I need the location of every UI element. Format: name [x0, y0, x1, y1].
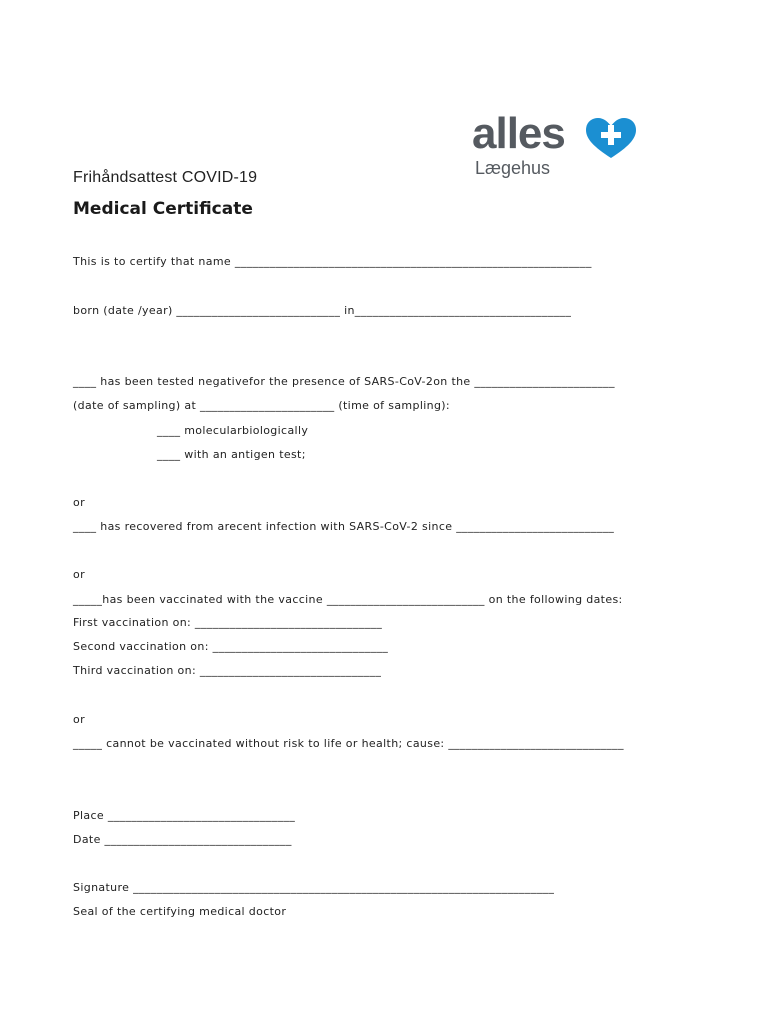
antigen-option[interactable]: ____ with an antigen test;: [157, 448, 306, 461]
signature-line[interactable]: Signature ________________________________________________________________________: [73, 881, 555, 894]
or-separator: or: [73, 713, 85, 726]
second-vaccination-line[interactable]: Second vaccination on: ______________________________: [73, 640, 389, 653]
first-vaccination-line[interactable]: First vaccination on: ________________________________: [73, 616, 383, 629]
logo-graphic: [470, 110, 640, 182]
or-separator: or: [73, 568, 85, 581]
heart-plus-icon: [586, 118, 636, 158]
sampling-line[interactable]: (date of sampling) at _______________________ (time of sampling):: [73, 399, 450, 412]
cannot-vaccinate-line[interactable]: _____ cannot be vaccinated without risk to life or health; cause: ______________________________: [73, 737, 624, 750]
birth-date-line[interactable]: born (date /year) ____________________________ in_____________________________________: [73, 304, 572, 317]
vaccinated-line[interactable]: _____has been vaccinated with the vaccine ___________________________ on the following dates:: [73, 593, 623, 606]
alles-laegehus-logo: [470, 110, 640, 182]
place-line[interactable]: Place ________________________________: [73, 809, 296, 822]
or-separator: or: [73, 496, 85, 509]
date-line[interactable]: Date ________________________________: [73, 833, 292, 846]
recovered-line[interactable]: ____ has recovered from arecent infection with SARS-CoV-2 since ___________________________: [73, 520, 615, 533]
svg-text:Lægehus: Lægehus: [475, 158, 551, 178]
form-subtitle: Frihåndsattest COVID-19: [73, 169, 258, 186]
tested-negative-line[interactable]: ____ has been tested negativefor the presence of SARS-CoV-2on the ________________________: [73, 375, 615, 388]
molecular-option[interactable]: ____ molecularbiologically: [157, 424, 309, 437]
svg-text:alles: alles: [472, 110, 565, 158]
third-vaccination-line[interactable]: Third vaccination on: _______________________________: [73, 664, 382, 677]
certify-name-line[interactable]: This is to certify that name _____________________________________________________________: [73, 255, 592, 268]
page-title: Medical Certificate: [73, 199, 253, 219]
seal-caption: Seal of the certifying medical doctor: [73, 905, 287, 918]
